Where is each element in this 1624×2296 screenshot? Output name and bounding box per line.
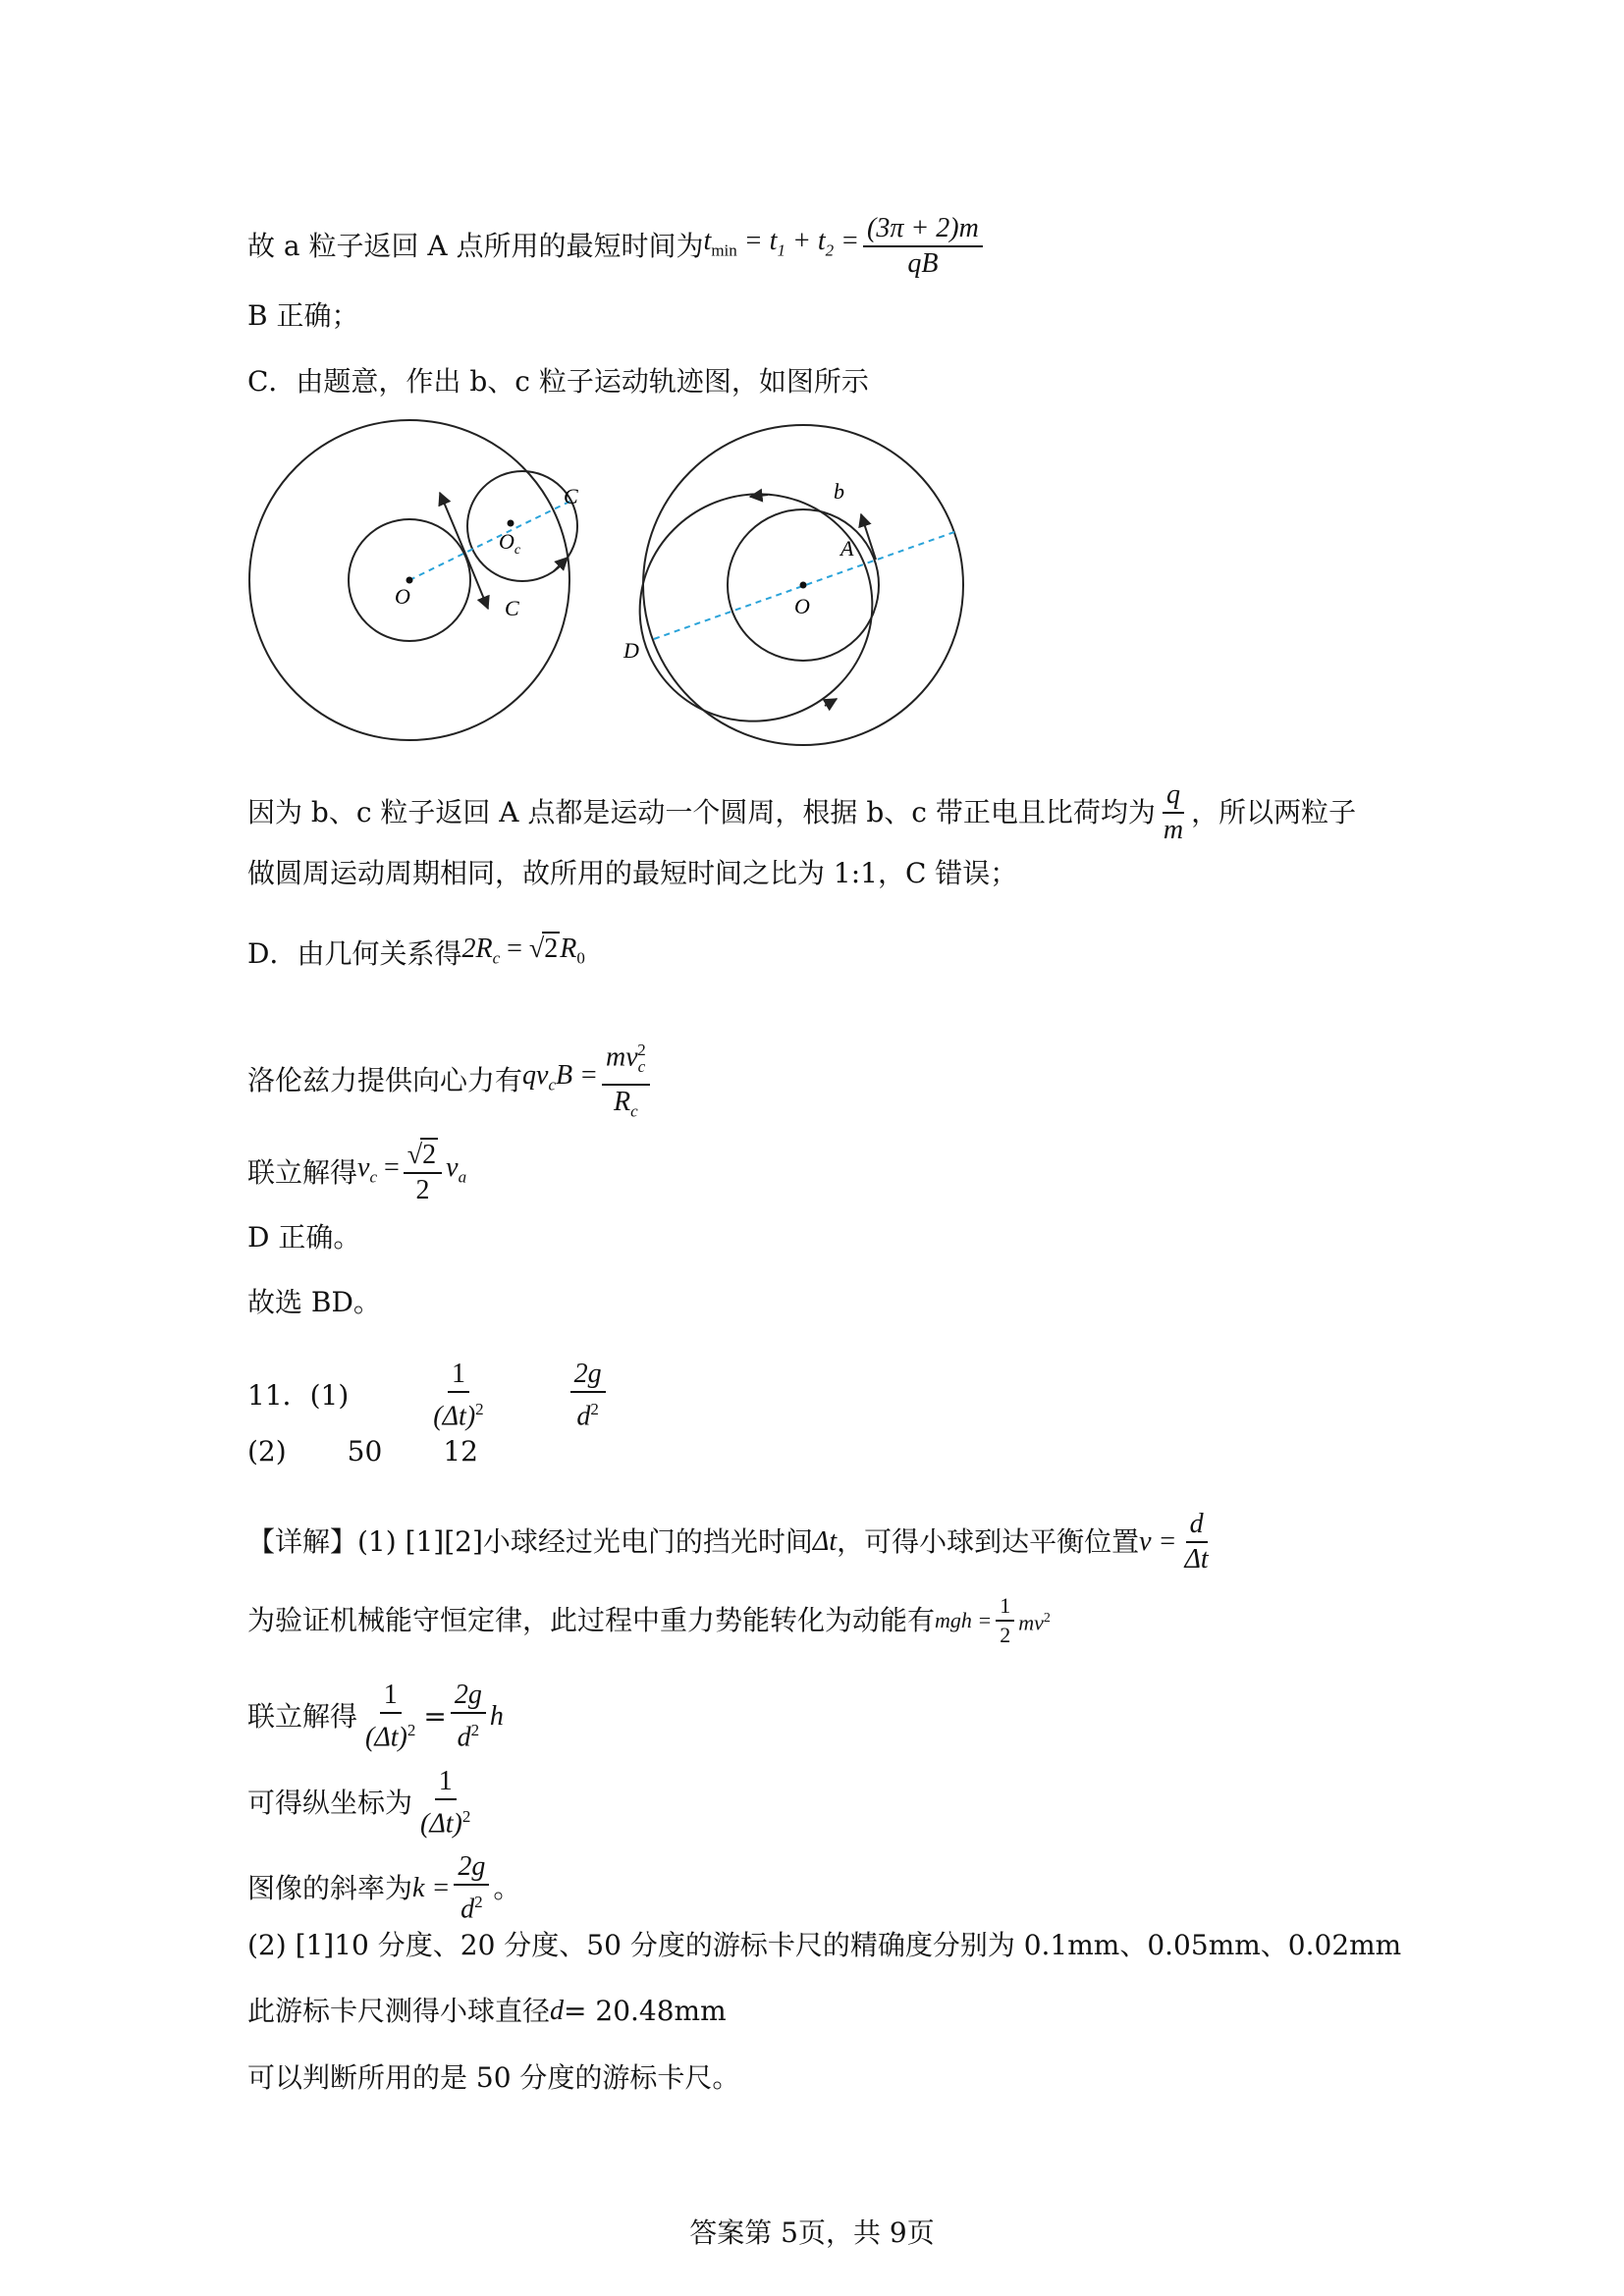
- line-precision: (2) [1]10 分度、20 分度、50 分度的游标卡尺的精确度分别为 0.1mm、0.05mm、0.02mm: [247, 1929, 1402, 1961]
- left-label-O: O: [395, 584, 410, 609]
- line-d-correct: D 正确。: [247, 1221, 361, 1254]
- left-label-C-bottom: C: [505, 596, 519, 620]
- right-center-dot: [800, 582, 807, 589]
- velocity-fraction: $\frac{d}{\Delta t}$: [1184, 1509, 1209, 1575]
- charge-ratio-fraction: $\frac{q}{m}$: [1163, 779, 1184, 845]
- right-label-O: O: [794, 594, 810, 618]
- slope-fraction: $\frac{2g}{d^2}$: [454, 1852, 489, 1924]
- line-b-correct: B 正确；: [247, 299, 359, 332]
- q11-answer-2: $\frac{2g}{d^2}$: [570, 1360, 606, 1431]
- left-orbit-arrow: [554, 558, 568, 571]
- left-dashed-line: [409, 501, 571, 580]
- right-label-A: A: [840, 536, 854, 561]
- lorentz-fraction: $\frac{mv_c^2}{R_c}$: [602, 1036, 650, 1127]
- right-label-b: b: [834, 479, 844, 504]
- line-combine: 联立解得 $\frac{1}{(\Delta t)^2}$ = $\frac{2g}{d^2}$ h: [247, 1680, 504, 1753]
- ordinate-fraction: $\frac{1}{(\Delta t)^2}$: [420, 1766, 471, 1840]
- line-charge-ratio: 因为 b、c 粒子返回 A 点都是运动一个圆周，根据 b、c 带正电且比荷均为 $\frac{q}{m}$ ，所以两粒子: [247, 779, 1357, 845]
- line-slope: 图像的斜率为 k = $\frac{2g}{d^2}$ 。: [247, 1851, 521, 1925]
- line-diameter: 此游标卡尺测得小球直径 d = 20.48mm: [247, 1995, 727, 2027]
- line-ordinate: 可得纵坐标为 $\frac{1}{(\Delta t)^2}$: [247, 1767, 478, 1839]
- line-c-wrong: 做圆周运动周期相同，故所用的最短时间之比为 1:1，C 错误；: [247, 857, 1018, 889]
- left-arrow-down: [465, 554, 488, 609]
- line-d-geometry: D．由几何关系得 $2R_c = √2R_0$: [247, 934, 585, 970]
- left-label-Oc: $O_c$: [499, 529, 521, 558]
- q11-answer-1: $\frac{1}{(\Delta t)^2}$: [433, 1359, 484, 1432]
- right-label-D: D: [623, 638, 639, 663]
- line-q11-part1: 11．(1) $\frac{1}{(\Delta t)^2}$ $\frac{2g}{d^2}$: [247, 1360, 610, 1431]
- combine-rhs-fraction: $\frac{2g}{d^2}$: [451, 1681, 486, 1752]
- line-energy: 为验证机械能守恒定律，此过程中重力势能转化为动能有 mgh = $\frac{1}{2}$ $mv^2$: [247, 1593, 1051, 1647]
- left-label-C-top: C: [564, 484, 578, 508]
- line-c-intro: C．由题意，作出 b、c 粒子运动轨迹图，如图所示: [247, 365, 869, 398]
- right-diagram: [604, 425, 963, 750]
- half-fraction: $\frac{1}{2}$: [996, 1594, 1014, 1647]
- combine-lhs-fraction: $\frac{1}{(\Delta t)^2}$: [365, 1680, 416, 1753]
- trajectory-figure: [247, 416, 964, 750]
- line-answer-bd: 故选 BD。: [247, 1286, 381, 1318]
- left-diagram: [249, 420, 577, 740]
- left-center-dot: [406, 577, 413, 584]
- left-oc-dot: [508, 520, 514, 527]
- right-orbit-arrow-bottom: [825, 699, 837, 706]
- line-conclusion: 可以判断所用的是 50 分度的游标卡尺。: [247, 2061, 740, 2094]
- line-detail-1: 【详解】(1) [1][2]小球经过光电门的挡光时间 Δt ，可得小球到达平衡位置 v = $\frac{d}{\Delta t}$: [247, 1510, 1217, 1575]
- line-vc-solve: 联立解得 $v_c$ = $\frac{√2}{2}$ $v_a$: [247, 1140, 467, 1205]
- line-lorentz: 洛伦兹力提供向心力有 $qv_cB$ = $\frac{mv_c^2}{R_c}$: [247, 1036, 654, 1127]
- line-shortest-time: 故 a 粒子返回 A 点所用的最短时间为 $t_{min} = t_1 + t_2$ = $\frac{(3\pi + 2)m}{qB}$: [247, 214, 987, 279]
- left-arrow-up: [440, 493, 465, 554]
- page-footer: 答案第 5页，共 9页: [689, 2216, 935, 2249]
- vc-fraction: $\frac{√2}{2}$: [404, 1141, 442, 1205]
- right-arrow-b: [861, 514, 876, 560]
- line-q11-part2: (2) 50 12: [247, 1435, 478, 1468]
- time-fraction: $\frac{(3\pi + 2)m}{qB}$: [863, 214, 983, 279]
